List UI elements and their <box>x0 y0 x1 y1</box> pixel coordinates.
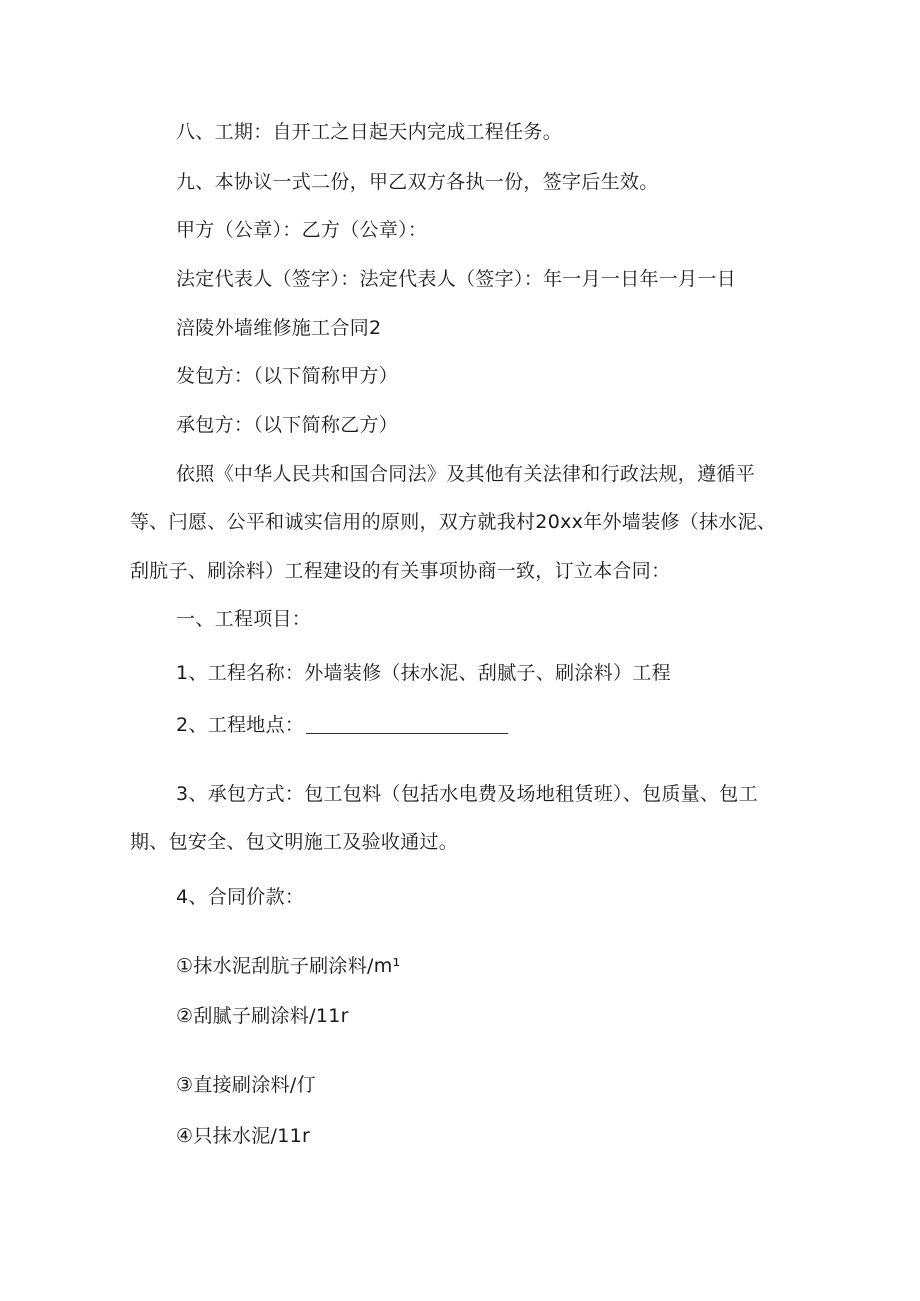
preamble-line-3: 刮肮子、刷涂料）工程建设的有关事项协商一致，订立本合同： <box>130 560 671 582</box>
contract-price-heading: 4、合同价款： <box>176 886 305 908</box>
project-name-line: 1、工程名称：外墙装修（抹水泥、刮腻子、刷涂料）工程 <box>176 662 671 684</box>
project-location-line: 2、工程地点： <box>176 714 305 736</box>
clause-9-copies: 九、本协议一式二份，甲乙双方各执一份，签字后生效。 <box>176 171 659 193</box>
contract-method-line-1: 3、承包方式：包工包料（包括水电费及场地租赁班）、包质量、包工 <box>176 783 758 805</box>
representative-signature-line: 法定代表人（签字）：法定代表人（签字）：年一月一日年一月一日 <box>176 268 737 290</box>
preamble-line-1: 依照《中华人民共和国合同法》及其他有关法律和行政法规，遵循平 <box>176 463 756 485</box>
clause-8-schedule: 八、工期：自开工之日起天内完成工程任务。 <box>176 121 563 143</box>
preamble-line-2: 等、闩愿、公平和诚实信用的原则，双方就我村20xx年外墙装修（抹水泥、 <box>130 511 777 533</box>
contract-method-line-2: 期、包安全、包文明施工及验收通过。 <box>130 831 459 853</box>
party-seal-line: 甲方（公章）：乙方（公章）： <box>176 219 428 241</box>
price-item-2: ②刮腻子刷涂料/11r <box>176 1005 349 1027</box>
location-fill-blank <box>306 733 508 734</box>
contractor-line: 承包方：（以下简称乙方） <box>176 414 399 436</box>
employer-line: 发包方：（以下简称甲方） <box>176 365 399 387</box>
price-item-1: ①抹水泥刮肮子刷涂料/m¹ <box>176 955 401 977</box>
price-item-3: ③直接刷涂料/仃 <box>176 1074 316 1096</box>
price-item-4: ④只抹水泥/11r <box>176 1125 311 1147</box>
section-1-heading: 一、工程项目： <box>176 608 312 630</box>
contract-title: 涪陵外墙维修施工合同2 <box>176 317 382 339</box>
